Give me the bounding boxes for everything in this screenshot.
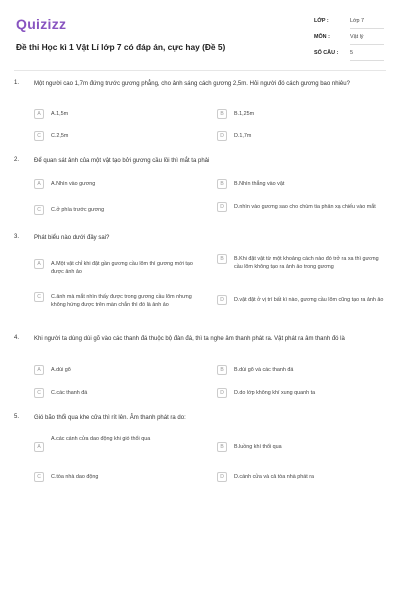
question-number: 2. xyxy=(14,157,20,163)
option-text: C.ảnh mà mắt nhìn thấy được trong gương cầu lõm nhưng không hứng được trên màn chắn thì đó là ảnh ảo xyxy=(51,294,192,308)
option-letter-badge: C xyxy=(34,292,44,302)
meta-subject-underline xyxy=(350,44,384,45)
option-text: B.Nhìn thẳng vào vật xyxy=(234,181,285,187)
option-text: B.1,25m xyxy=(234,111,255,117)
option-text: D.vật đặt ở vị trí bất kì nào, gương cầu lõm cũng tạo ra ảnh ảo xyxy=(234,297,384,303)
question-5 xyxy=(14,414,386,494)
question-text: Phát biểu nào dưới đây sai? xyxy=(34,235,110,241)
option-letter-badge: D xyxy=(217,131,227,141)
meta-subject-label: MÔN : xyxy=(314,34,330,40)
option-letter-badge: C xyxy=(34,205,44,215)
option-text: C.các thanh đá xyxy=(51,390,88,396)
meta-class-value: Lớp 7 xyxy=(350,18,365,24)
worksheet-title: Đề thi Học kì 1 Vật Lí lớp 7 có đáp án, cực hay (Đề 5) xyxy=(16,42,226,52)
meta-count-row xyxy=(314,46,386,62)
meta-count-label: SỐ CÂU : xyxy=(314,50,339,56)
option-text: A.1,5m xyxy=(51,111,69,117)
meta-class-underline xyxy=(350,28,384,29)
option-letter-badge: B xyxy=(217,179,227,189)
question-4 xyxy=(14,335,386,405)
option-text: D.1,7m xyxy=(234,133,252,139)
meta-subject-row xyxy=(314,30,386,46)
option-text: A.Một vật chỉ khi đặt gần gương cầu lõm thì gương mới tạo được ảnh ảo xyxy=(51,261,193,275)
option-letter-badge: A xyxy=(34,179,44,189)
question-number: 1. xyxy=(14,80,20,86)
question-text: Để quan sát ảnh của một vật tạo bởi gương cầu lồi thì mắt ta phải xyxy=(34,158,210,164)
option-text: A.các cánh cửa dao động khi gió thổi qua xyxy=(51,436,151,442)
option-text: C.ở phía trước gương xyxy=(51,207,105,213)
option-letter-badge: B xyxy=(217,109,227,119)
worksheet-meta xyxy=(314,14,386,62)
option-text: B.dùi gõ và các thanh đá xyxy=(234,367,294,373)
question-number: 4. xyxy=(14,335,20,341)
question-2 xyxy=(14,157,386,227)
meta-class-label: LỚP : xyxy=(314,18,329,24)
option-letter-badge: C xyxy=(34,472,44,482)
meta-class-row xyxy=(314,14,386,30)
option-letter-badge: B xyxy=(217,365,227,375)
option-text: C.2,5m xyxy=(51,133,69,139)
option-text: B.Khi đặt vật từ một khoảng cách nào đó trở ra xa thì gương cầu lõm không tạo ra ảnh ảo trong gương xyxy=(234,256,379,270)
option-text: A.Nhìn vào gương xyxy=(51,181,96,187)
question-3 xyxy=(14,234,386,334)
option-text: A.dùi gõ xyxy=(51,367,71,373)
worksheet-header xyxy=(14,10,386,64)
option-letter-badge: D xyxy=(217,202,227,212)
option-text: D.nhìn vào gương sao cho chùm tia phản xạ chiếu vào mắt xyxy=(234,204,376,210)
question-text: Khi người ta dùng dùi gõ vào các thanh đá thuộc bộ đàn đá, thì ta nghe âm thanh phát ra. Vật phát ra âm thanh đó là xyxy=(34,336,345,342)
option-letter-badge: B xyxy=(217,254,227,264)
option-letter-badge: C xyxy=(34,131,44,141)
option-text: D.do lớp không khí xung quanh ta xyxy=(234,390,316,396)
option-letter-badge: A xyxy=(34,442,44,452)
header-divider xyxy=(14,70,386,71)
option-letter-badge: A xyxy=(34,109,44,119)
option-letter-badge: C xyxy=(34,388,44,398)
option-letter-badge: D xyxy=(217,388,227,398)
question-text: Một người cao 1,7m đứng trước gương phẳng, cho ảnh sáng cách gương 2,5m. Hỏi người đó cách gương bao nhiêu? xyxy=(34,81,350,87)
option-text: C.tòa nhà dao động xyxy=(51,474,99,480)
option-letter-badge: D xyxy=(217,472,227,482)
question-number: 3. xyxy=(14,234,20,240)
option-text: D.cánh cửa và cả tòa nhà phát ra xyxy=(234,474,315,480)
logo-text: Quizizz xyxy=(16,16,67,32)
question-number: 5. xyxy=(14,414,20,420)
option-letter-badge: A xyxy=(34,259,44,269)
meta-count-value: 5 xyxy=(350,50,353,56)
meta-subject-value: Vật lý xyxy=(350,34,364,40)
option-text: B.luồng khí thổi qua xyxy=(234,444,282,450)
option-letter-badge: D xyxy=(217,295,227,305)
option-letter-badge: B xyxy=(217,442,227,452)
meta-count-underline xyxy=(350,60,384,61)
option-letter-badge: A xyxy=(34,365,44,375)
question-text: Gió bão thổi qua khe cửa thì rít lên. Âm thanh phát ra do: xyxy=(34,415,186,421)
quizizz-logo xyxy=(16,16,66,32)
question-1 xyxy=(14,80,386,150)
